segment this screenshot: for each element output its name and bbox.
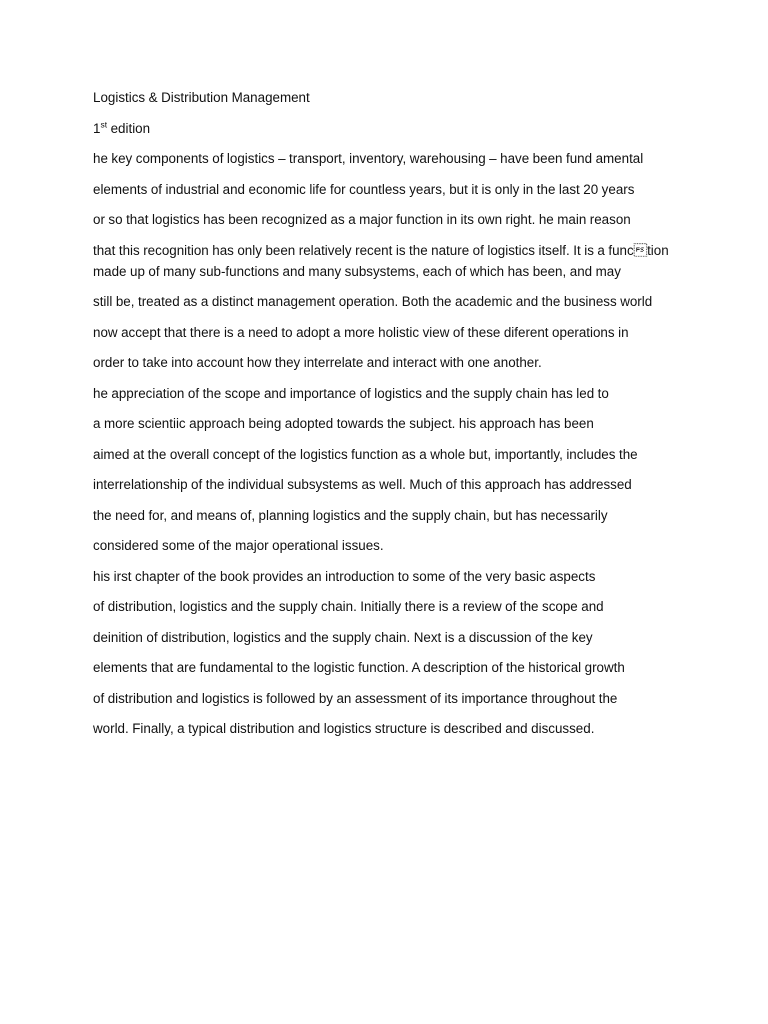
paragraph-14: his irst chapter of the book provides an introduction to some of the very basic aspects — [93, 568, 596, 584]
paragraph-7: order to take into account how they interrelate and interact with one another. — [93, 355, 542, 370]
paragraph-13: considered some of the major operational issues. — [93, 538, 384, 553]
document-title: Logistics & Distribution Management — [93, 90, 310, 105]
edition-number: 1 — [93, 120, 101, 136]
paragraph-18: of distribution and logistics is followed by an assessment of its importance throughout the — [93, 690, 618, 706]
paragraph-12: the need for, and means of, planning logistics and the supply chain, but has necessarily — [93, 507, 608, 523]
paragraph-5: still be, treated as a distinct management operation. Both the academic and the business world — [93, 294, 653, 309]
paragraph-1: he key components of logistics – transport, inventory, warehousing – have been fund amental — [93, 151, 644, 166]
paragraph-9: a more scientiic approach being adopted towards the subject. his approach has been — [93, 416, 594, 431]
paragraph-19: world. Finally, a typical distribution and logistics structure is described and discussed. — [93, 721, 595, 736]
paragraph-3: or so that logistics has been recognized as a major function in its own right. he main reason — [93, 212, 631, 227]
paragraph-11: interrelationship of the individual subsystems as well. Much of this approach has addressed — [93, 477, 632, 492]
edition-label: edition — [107, 120, 151, 136]
paragraph-4: that this recognition has only been relatively recent is the nature of logistics itself. It is a func tion made up of many sub-functions and many subsystems, each of which has been, and may — [93, 242, 669, 279]
document-edition — [93, 118, 683, 139]
paragraph-17: elements that are fundamental to the logistic function. A description of the historical growth — [93, 660, 625, 675]
paragraph-16: deinition of distribution, logistics and the supply chain. Next is a discussion of the key — [93, 629, 593, 645]
paragraph-6: now accept that there is a need to adopt a more holistic view of these diferent operations in — [93, 324, 629, 340]
document-page — [93, 87, 683, 749]
paragraph-10: aimed at the overall concept of the logistics function as a whole but, importantly, includes the — [93, 446, 638, 462]
paragraph-2: elements of industrial and economic life for countless years, but it is only in the last 20 years — [93, 181, 635, 197]
paragraph-8: he appreciation of the scope and importance of logistics and the supply chain has led to — [93, 385, 609, 401]
paragraph-15: of distribution, logistics and the supply chain. Initially there is a review of the scope and — [93, 599, 604, 614]
edition-suffix: st — [100, 119, 108, 130]
